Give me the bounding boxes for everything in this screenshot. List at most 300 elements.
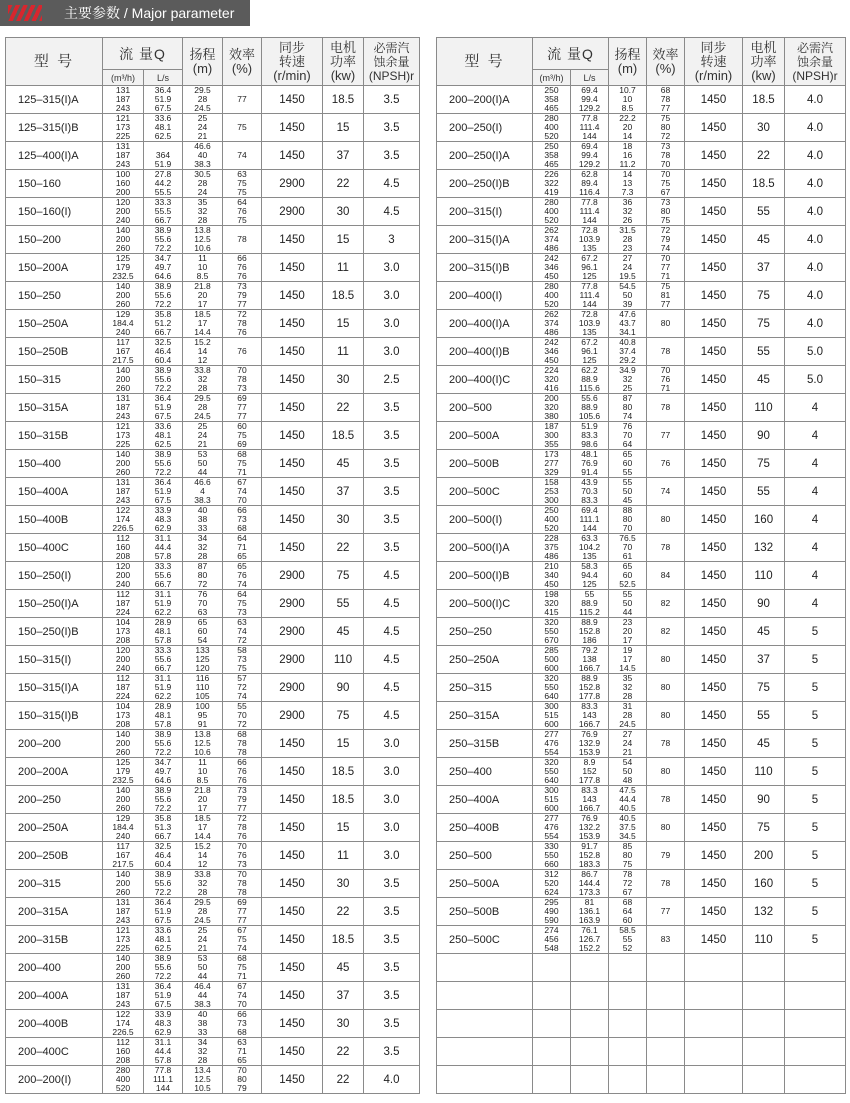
power-cell: 18.5 bbox=[323, 86, 364, 114]
efficiency-cell bbox=[223, 926, 262, 954]
head-cell bbox=[609, 142, 647, 170]
speed-cell: 1450 bbox=[685, 758, 743, 786]
model-cell: 200–250(I)B bbox=[437, 170, 533, 198]
flow-m3h-cell bbox=[533, 702, 571, 730]
speed-cell: 1450 bbox=[685, 478, 743, 506]
value-line: 232.5 bbox=[112, 272, 134, 281]
efficiency-cell bbox=[647, 842, 685, 870]
value-line: 13.8 bbox=[194, 226, 211, 235]
speed-cell: 1450 bbox=[685, 898, 743, 926]
value-line: 65 bbox=[237, 1056, 247, 1065]
power-cell: 37 bbox=[743, 254, 785, 282]
value-line: 187 bbox=[115, 683, 131, 692]
flow-m3h-cell bbox=[103, 534, 144, 562]
value-line: 415 bbox=[544, 608, 559, 617]
value-line: 152.8 bbox=[578, 627, 601, 636]
flow-m3h-cell bbox=[533, 506, 571, 534]
power-cell: 90 bbox=[743, 422, 785, 450]
value-line: 30.5 bbox=[194, 170, 211, 179]
value-line: 62.9 bbox=[154, 524, 172, 533]
value-line: 72 bbox=[660, 132, 671, 141]
flow-m3h-cell bbox=[533, 758, 571, 786]
value-line: 55 bbox=[622, 468, 633, 477]
speed-cell: 1450 bbox=[685, 310, 743, 338]
flow-ls-cell bbox=[571, 422, 609, 450]
value-line: 184.4 bbox=[112, 319, 134, 328]
value-line: 78 bbox=[660, 795, 671, 804]
value-line: 55.6 bbox=[154, 795, 172, 804]
value-line: 32 bbox=[622, 207, 633, 216]
flow-ls-cell bbox=[571, 926, 609, 954]
flow-ls-cell bbox=[144, 394, 183, 422]
power-cell: 18.5 bbox=[743, 86, 785, 114]
value-line: 21 bbox=[197, 440, 208, 449]
speed-cell: 1450 bbox=[262, 310, 323, 338]
value-line: 76.9 bbox=[581, 730, 598, 739]
value-line: 70 bbox=[622, 543, 633, 552]
value-line: 66.7 bbox=[154, 580, 172, 589]
flow-m3h-cell bbox=[533, 534, 571, 562]
model-cell: 200–500(I)A bbox=[437, 534, 533, 562]
value-line: 55 bbox=[584, 590, 595, 599]
value-line: 138 bbox=[582, 655, 597, 664]
efficiency-cell bbox=[223, 254, 262, 282]
flow-ls-cell bbox=[144, 870, 183, 898]
model-cell: 200–315(I) bbox=[437, 198, 533, 226]
value-line: 32 bbox=[197, 207, 208, 216]
empty-cell bbox=[609, 1038, 647, 1066]
flow-m3h-cell bbox=[103, 702, 144, 730]
value-line: 33 bbox=[197, 1028, 208, 1037]
model-cell: 200–200A bbox=[6, 758, 103, 786]
head-cell bbox=[609, 618, 647, 646]
speed-cell: 1450 bbox=[262, 786, 323, 814]
value-line: 260 bbox=[115, 888, 131, 897]
model-header: 型 号 bbox=[437, 38, 533, 86]
power-cell: 110 bbox=[743, 926, 785, 954]
head-cell bbox=[609, 786, 647, 814]
npsh-cell: 4 bbox=[785, 590, 846, 618]
value-line: 77 bbox=[237, 403, 247, 412]
value-line: 103.9 bbox=[578, 235, 601, 244]
model-cell: 125–315(I)B bbox=[6, 114, 103, 142]
value-line: 96.1 bbox=[581, 347, 598, 356]
value-line: 74 bbox=[237, 944, 247, 953]
flow-m3h-cell bbox=[533, 618, 571, 646]
npsh-cell: 3.5 bbox=[364, 450, 420, 478]
npsh-cell: 3.0 bbox=[364, 338, 420, 366]
model-cell: 250–500 bbox=[437, 842, 533, 870]
table-row bbox=[437, 366, 846, 394]
efficiency-cell bbox=[223, 534, 262, 562]
value-line: 295 bbox=[544, 898, 559, 907]
value-line: 374 bbox=[544, 319, 559, 328]
section-title: 主要参数 / Major parameter bbox=[64, 5, 235, 21]
value-line: 110 bbox=[195, 683, 210, 692]
table-row bbox=[437, 86, 846, 114]
value-line: 33.8 bbox=[194, 366, 211, 375]
head-cell bbox=[609, 898, 647, 926]
efficiency-cell bbox=[647, 898, 685, 926]
flow-ls-cell bbox=[144, 506, 183, 534]
value-line: 240 bbox=[115, 664, 131, 673]
value-line: 33.9 bbox=[154, 506, 172, 515]
head-cell bbox=[183, 1038, 223, 1066]
value-line: 131 bbox=[115, 394, 131, 403]
efficiency-cell bbox=[647, 534, 685, 562]
value-line: 67.2 bbox=[581, 338, 598, 347]
table-row bbox=[6, 926, 420, 954]
value-line: 65 bbox=[622, 450, 633, 459]
value-line: 66.7 bbox=[154, 664, 172, 673]
speed-cell: 1450 bbox=[262, 898, 323, 926]
head-cell bbox=[609, 282, 647, 310]
head-cell bbox=[183, 842, 223, 870]
value-line: 53 bbox=[197, 450, 208, 459]
value-line: 120 bbox=[195, 664, 210, 673]
value-line: 10 bbox=[197, 767, 208, 776]
value-line: 121 bbox=[115, 422, 131, 431]
value-line: 96.1 bbox=[581, 263, 598, 272]
head-cell bbox=[183, 282, 223, 310]
value-line: 55.6 bbox=[154, 375, 172, 384]
speed-cell: 1450 bbox=[685, 534, 743, 562]
flow-ls-cell bbox=[571, 170, 609, 198]
efficiency-cell bbox=[223, 478, 262, 506]
head-cell bbox=[609, 842, 647, 870]
power-cell: 160 bbox=[743, 870, 785, 898]
table-row bbox=[437, 842, 846, 870]
model-cell: 150–250A bbox=[6, 310, 103, 338]
value-line: 200 bbox=[115, 235, 131, 244]
value-line: 48.1 bbox=[581, 450, 598, 459]
value-line: 243 bbox=[115, 1000, 131, 1009]
value-line: 69.4 bbox=[581, 142, 598, 151]
value-line: 76.5 bbox=[619, 534, 636, 543]
value-line: 28 bbox=[197, 403, 208, 412]
value-line: 35.8 bbox=[154, 310, 172, 319]
speed-cell: 1450 bbox=[685, 114, 743, 142]
power-cell: 45 bbox=[743, 730, 785, 758]
value-line: 187 bbox=[115, 487, 131, 496]
value-line: 120 bbox=[115, 198, 131, 207]
value-line: 24 bbox=[622, 263, 633, 272]
value-line: 28 bbox=[622, 692, 633, 701]
value-line: 39 bbox=[622, 300, 633, 309]
value-line: 153.9 bbox=[578, 748, 601, 757]
value-line: 35.8 bbox=[154, 814, 172, 823]
flow-ls-cell bbox=[144, 926, 183, 954]
value-line: 80 bbox=[660, 655, 671, 664]
value-line: 7.3 bbox=[621, 188, 634, 197]
flow-ls-cell bbox=[144, 1038, 183, 1066]
empty-cell bbox=[437, 1010, 533, 1038]
model-cell: 250–500B bbox=[437, 898, 533, 926]
value-line: 125 bbox=[195, 655, 210, 664]
value-line: 55 bbox=[622, 590, 633, 599]
value-line: 166.7 bbox=[578, 664, 601, 673]
value-line: 70 bbox=[237, 1066, 247, 1075]
power-cell: 200 bbox=[743, 842, 785, 870]
value-line: 78 bbox=[622, 870, 633, 879]
value-line: 78 bbox=[237, 748, 247, 757]
value-line: 32 bbox=[197, 375, 208, 384]
value-line: 173 bbox=[115, 711, 131, 720]
model-cell: 150–250 bbox=[6, 282, 103, 310]
value-line: 187 bbox=[115, 403, 131, 412]
value-line: 31.1 bbox=[154, 590, 172, 599]
value-line: 174 bbox=[115, 515, 131, 524]
speed-cell: 1450 bbox=[685, 674, 743, 702]
value-line: 14 bbox=[622, 132, 633, 141]
value-line: 224 bbox=[115, 608, 131, 617]
value-line: 36.4 bbox=[154, 86, 172, 95]
flow-ls-cell bbox=[144, 534, 183, 562]
speed-cell: 1450 bbox=[262, 226, 323, 254]
value-line: 120 bbox=[115, 646, 131, 655]
value-line: 88.9 bbox=[581, 599, 598, 608]
value-line: 83.3 bbox=[581, 496, 598, 505]
flow-ls-cell bbox=[144, 310, 183, 338]
value-line: 77 bbox=[237, 907, 247, 916]
value-line: 24 bbox=[197, 188, 208, 197]
value-line: 660 bbox=[544, 860, 559, 869]
value-line: 78 bbox=[237, 823, 247, 832]
flow-ls-cell bbox=[571, 814, 609, 842]
value-line: 36.4 bbox=[154, 394, 172, 403]
efficiency-cell bbox=[223, 702, 262, 730]
speed-cell: 1450 bbox=[685, 254, 743, 282]
value-line: 60.4 bbox=[154, 356, 172, 365]
head-cell bbox=[183, 422, 223, 450]
npsh-cell: 3.0 bbox=[364, 282, 420, 310]
value-line: 91.7 bbox=[581, 842, 598, 851]
head-cell bbox=[609, 478, 647, 506]
value-line: 82 bbox=[660, 599, 671, 608]
flow-ls-cell bbox=[571, 450, 609, 478]
npsh-cell: 4.5 bbox=[364, 702, 420, 730]
value-line: 260 bbox=[115, 384, 131, 393]
efficiency-cell bbox=[223, 226, 262, 254]
value-line: 167 bbox=[115, 851, 131, 860]
value-line: 62.9 bbox=[154, 1028, 172, 1037]
power-cell: 45 bbox=[323, 450, 364, 478]
value-line: 158 bbox=[544, 478, 559, 487]
power-cell: 75 bbox=[743, 310, 785, 338]
model-cell: 200–500B bbox=[437, 450, 533, 478]
efficiency-cell bbox=[223, 86, 262, 114]
efficiency-cell bbox=[647, 254, 685, 282]
value-line: 33.3 bbox=[154, 562, 172, 571]
head-cell bbox=[609, 562, 647, 590]
value-line: 32.5 bbox=[154, 338, 172, 347]
head-cell bbox=[609, 198, 647, 226]
value-line: 14 bbox=[622, 170, 633, 179]
flow-ls-cell bbox=[571, 506, 609, 534]
value-line: 173.3 bbox=[578, 888, 601, 897]
value-line: 26 bbox=[622, 216, 633, 225]
flow-ls-cell bbox=[571, 702, 609, 730]
value-line: 24.5 bbox=[194, 104, 211, 113]
value-line: 152 bbox=[582, 767, 597, 776]
model-cell: 250–400A bbox=[437, 786, 533, 814]
model-cell: 250–315A bbox=[437, 702, 533, 730]
model-cell: 150–400 bbox=[6, 450, 103, 478]
value-line: 24 bbox=[197, 123, 208, 132]
value-line: 280 bbox=[115, 1066, 131, 1075]
model-cell: 150–315(I)B bbox=[6, 702, 103, 730]
npsh-cell: 4.5 bbox=[364, 646, 420, 674]
empty-cell bbox=[647, 1066, 685, 1094]
model-cell: 200–400(I)B bbox=[437, 338, 533, 366]
value-line: 83.3 bbox=[581, 431, 598, 440]
model-cell: 200–315 bbox=[6, 870, 103, 898]
power-cell: 30 bbox=[323, 506, 364, 534]
value-line: 32 bbox=[197, 879, 208, 888]
empty-cell bbox=[647, 1038, 685, 1066]
value-line: 50 bbox=[622, 291, 633, 300]
value-line: 166.7 bbox=[578, 720, 601, 729]
value-line: 250 bbox=[544, 142, 559, 151]
value-line: 70 bbox=[660, 170, 671, 179]
efficiency-cell bbox=[647, 870, 685, 898]
value-line: 380 bbox=[544, 412, 559, 421]
value-line: 33.3 bbox=[154, 198, 172, 207]
speed-cell: 1450 bbox=[262, 394, 323, 422]
table-row bbox=[437, 786, 846, 814]
table-row bbox=[437, 702, 846, 730]
value-line: 285 bbox=[544, 646, 559, 655]
value-line: 72.2 bbox=[154, 748, 172, 757]
value-line: 75 bbox=[237, 664, 247, 673]
speed-cell: 1450 bbox=[685, 142, 743, 170]
value-line: 104.2 bbox=[578, 543, 601, 552]
efficiency-cell bbox=[647, 674, 685, 702]
value-line: 131 bbox=[115, 86, 131, 95]
speed-cell: 1450 bbox=[262, 1066, 323, 1094]
value-line: 105 bbox=[195, 692, 210, 701]
flow-ls-cell bbox=[144, 170, 183, 198]
power-cell: 75 bbox=[743, 450, 785, 478]
value-line: 21 bbox=[622, 748, 633, 757]
value-line: 34 bbox=[197, 1038, 208, 1047]
table-row bbox=[437, 730, 846, 758]
efficiency-cell bbox=[647, 478, 685, 506]
value-line: 329 bbox=[544, 468, 559, 477]
speed-cell: 1450 bbox=[685, 338, 743, 366]
power-cell: 30 bbox=[323, 366, 364, 394]
power-cell: 22 bbox=[323, 534, 364, 562]
table-row bbox=[437, 338, 846, 366]
head-cell bbox=[183, 898, 223, 926]
value-line: 550 bbox=[544, 683, 559, 692]
table-row bbox=[6, 170, 420, 198]
value-line: 99.4 bbox=[581, 95, 598, 104]
model-cell: 150–400C bbox=[6, 534, 103, 562]
value-line: 208 bbox=[115, 552, 131, 561]
npsh-cell: 5 bbox=[785, 674, 846, 702]
model-cell: 150–400B bbox=[6, 506, 103, 534]
efficiency-cell bbox=[647, 142, 685, 170]
value-line: 121 bbox=[115, 926, 131, 935]
speed-cell: 1450 bbox=[262, 478, 323, 506]
flow-ls-cell bbox=[571, 254, 609, 282]
power-cell: 75 bbox=[743, 282, 785, 310]
value-line: 44 bbox=[197, 468, 208, 477]
value-line: 260 bbox=[115, 972, 131, 981]
value-line: 66.7 bbox=[154, 328, 172, 337]
flow-ls-cell bbox=[144, 198, 183, 226]
value-line: 198 bbox=[544, 590, 559, 599]
value-line: 600 bbox=[544, 664, 559, 673]
model-cell: 150–250B bbox=[6, 338, 103, 366]
value-line: 66 bbox=[237, 254, 247, 263]
power-cell: 75 bbox=[743, 674, 785, 702]
head-cell bbox=[183, 758, 223, 786]
flow-m3h-cell bbox=[103, 450, 144, 478]
value-line: 132.9 bbox=[578, 739, 601, 748]
flow-ls-cell bbox=[571, 674, 609, 702]
value-line: 400 bbox=[544, 515, 559, 524]
value-line: 140 bbox=[115, 954, 131, 963]
flow-ls-cell bbox=[571, 730, 609, 758]
value-line: 37.5 bbox=[619, 823, 636, 832]
value-line: 67.5 bbox=[154, 1000, 172, 1009]
value-line: 184.4 bbox=[112, 823, 134, 832]
value-line: 253 bbox=[544, 487, 559, 496]
value-line: 670 bbox=[544, 636, 559, 645]
value-line: 160 bbox=[115, 543, 131, 552]
efficiency-cell bbox=[647, 338, 685, 366]
value-line: 500 bbox=[544, 655, 559, 664]
speed-cell: 1450 bbox=[685, 618, 743, 646]
power-cell: 18.5 bbox=[323, 758, 364, 786]
model-cell: 200–200 bbox=[6, 730, 103, 758]
value-line: 21 bbox=[197, 132, 208, 141]
value-line: 104 bbox=[115, 618, 131, 627]
value-line: 217.5 bbox=[112, 860, 134, 869]
value-line: 77.8 bbox=[581, 282, 598, 291]
value-line: 11 bbox=[198, 254, 207, 263]
value-line: 187 bbox=[115, 991, 131, 1000]
value-line: 144 bbox=[582, 524, 597, 533]
value-line: 78 bbox=[237, 879, 247, 888]
value-line: 24 bbox=[622, 739, 633, 748]
value-line: 72.2 bbox=[154, 384, 172, 393]
value-line: 12.5 bbox=[194, 235, 211, 244]
value-line: 62.2 bbox=[154, 692, 172, 701]
table-row bbox=[6, 646, 420, 674]
efficiency-cell bbox=[647, 730, 685, 758]
value-line: 29.2 bbox=[619, 356, 636, 365]
model-cell: 150–160 bbox=[6, 170, 103, 198]
flow-m3h-cell bbox=[103, 506, 144, 534]
flow-m3h-cell bbox=[103, 646, 144, 674]
table-row bbox=[6, 786, 420, 814]
value-line: 520 bbox=[544, 524, 559, 533]
model-cell: 200–250A bbox=[6, 814, 103, 842]
value-line: 117 bbox=[116, 842, 130, 851]
value-line: 75 bbox=[660, 114, 671, 123]
value-line: 21.8 bbox=[194, 282, 211, 291]
value-line: 13.4 bbox=[194, 1066, 211, 1075]
table-row bbox=[437, 226, 846, 254]
efficiency-cell bbox=[647, 702, 685, 730]
empty-cell bbox=[647, 954, 685, 982]
value-line: 115.6 bbox=[579, 384, 600, 393]
value-line: 183.3 bbox=[578, 860, 601, 869]
value-line: 277 bbox=[544, 459, 559, 468]
